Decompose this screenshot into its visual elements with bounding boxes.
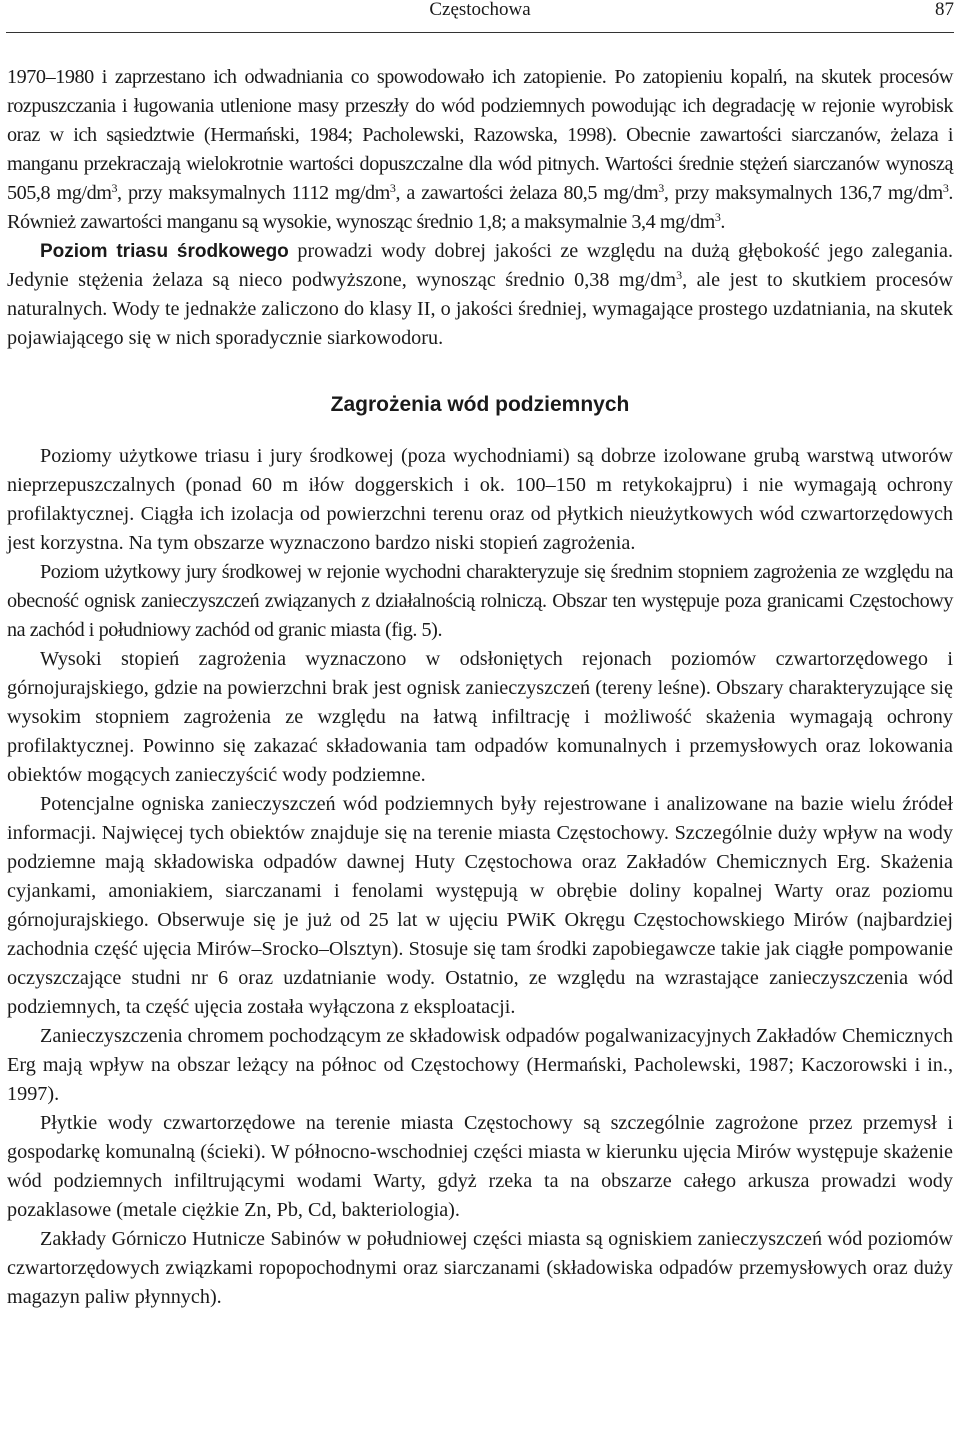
- text-run: , a zawartości żelaza 80,5 mg/dm: [395, 182, 659, 204]
- text-run: 1970–1980 i zaprzestano ich odwadniania co spowodowało ich zatopienie. Po zatopieniu kopalń, na skutek procesów rozpuszczania i ługowania utlenione masy przeszły do wód podziemnych powodując ich degradację w rejonie wyrobisk oraz w ich sąsiedztwie (Hermański, 1984; Pacholewski, Razowska, 1998). Obecnie zawartości siarczanów, żelaza i manganu przekraczają wielokrotnie wartości dopuszczalne dla wód pitnych. Wartości średnie stężeń siarczanów wynoszą 505,8 mg/dm: [7, 66, 953, 204]
- text-run: .: [720, 211, 726, 233]
- superscript: 3: [658, 181, 664, 195]
- page-body: [7, 63, 953, 1312]
- text-run: , ale jest to skutkiem procesów naturalnych. Wody te jednakże zaliczono do klasy II, o jakości średniej, wymagające prostego uzdatniania, na skutek pojawiającego się w nich sporadycznie siarkowodoru.: [7, 269, 953, 349]
- page-number: 87: [935, 0, 954, 20]
- bold-lead-in: Poziom triasu środkowego: [40, 241, 289, 262]
- paragraph: Wysoki stopień zagrożenia wyznaczono w odsłoniętych rejonach poziomów czwartorzędowego i górnojurajskiego, gdzie na powierzchni brak jest ognisk zanieczyszczeń (tereny leśne). Obszary charakteryzujące się wysokim stopniem zagrożenia ze względu na łatwą infiltrację i możliwość skażenia wymagają ochrony profilaktycznej. Powinno się zakazać składowania tam odpadów komunalnych i przemysłowych oraz lokowania obiektów mogących zanieczyścić wody podziemne.: [7, 648, 953, 786]
- text-run: , przy maksymalnych 1112 mg/dm: [117, 182, 390, 204]
- paragraph: Zanieczyszczenia chromem pochodzącym ze składowisk odpadów pogalwanizacyjnych Zakładów Chemicznych Erg mają wpływ na obszar leżący na północ od Częstochowy (Hermański, Pacholewski, 1987; Kaczorowski i in., 1997).: [7, 1025, 953, 1105]
- text-run: . Również zawartości manganu są wysokie, wynosząc średnio 1,8; a maksymalnie 3,4 mg/dm: [7, 182, 953, 233]
- paragraph: Potencjalne ogniska zanieczyszczeń wód podziemnych były rejestrowane i analizowane na bazie wielu źródeł informacji. Najwięcej tych obiektów znajduje się na terenie miasta Częstochowy. Szczególnie duży wpływ na wody podziemne mają składowiska odpadów dawnej Huty Częstochowa oraz Zakładów Chemicznych Erg. Skażenia cyjankami, amoniakiem, siarczanami i fenolami występują w obrębie doliny kopalnej Warty oraz poziomu górnojurajskiego. Obserwuje się je już od 25 lat w ujęciu PWiK Okręgu Częstochowskiego Mirów (najbardziej zachodnia część ujęcia Mirów–Srocko–Olsztyn). Stosuje się tam środki zapobiegawcze takie jak ciągłe pompowanie oczyszczające studni nr 6 oraz uzdatnianie wody. Ostatnio, ze względu na wzrastające zanieczyszczenia wód podziemnych, ta część ujęcia została wyłączona z eksploatacji.: [7, 793, 953, 1018]
- running-title: Częstochowa: [429, 0, 531, 20]
- paragraph: Poziomy użytkowe triasu i jury środkowej (poza wychodniami) są dobrze izolowane grubą warstwą utworów nieprzepuszczalnych (ponad 60 m iłów doggerskich i ok. 100–150 m retykokajpru) i nie wymagają ochrony profilaktycznej. Ciągła ich izolacja od powierzchni terenu oraz od płytkich nieużytkowych wód czwartorzędowych jest korzystna. Na tym obszarze wyznaczono bardzo niski stopień zagrożenia.: [7, 445, 953, 554]
- paragraph: Płytkie wody czwartorzędowe na terenie miasta Częstochowy są szczególnie zagrożone przez przemysł i gospodarkę komunalną (ścieki). W północno-wschodniej części miasta w kierunku ujęcia Mirów występuje skażenie wód podziemnych infiltrującymi wodami Warty, gdyż rzeka ta na obszarze całego arkusza prowadzi wody pozaklasowe (metale ciężkie Zn, Pb, Cd, bakteriologia).: [7, 1112, 953, 1221]
- running-header: [6, 0, 954, 33]
- paragraph: Zakłady Górniczo Hutnicze Sabinów w południowej części miasta są ogniskiem zanieczyszczeń wód poziomów czwartorzędowych związkami ropopochodnymi oraz siarczanami (składowiska odpadów przemysłowych oraz duży magazyn paliw płynnych).: [7, 1228, 953, 1308]
- section-heading: Zagrożenia wód podziemnych: [330, 393, 630, 416]
- superscript: 3: [942, 181, 949, 195]
- superscript: 3: [111, 181, 118, 195]
- paragraph-triassic: [7, 237, 953, 353]
- text-run: prowadzi wody dobrej jakości ze względu na dużą głębokość jego zalegania. Jedynie stężenia żelaza są nieco podwyższone, wynosząc średnio 0,38 mg/dm: [7, 240, 954, 291]
- superscript: 3: [714, 210, 721, 224]
- superscript: 3: [676, 268, 683, 282]
- superscript: 3: [389, 181, 396, 195]
- text-run: , przy maksymalnych 136,7 mg/dm: [663, 182, 943, 204]
- paragraph: Poziom użytkowy jury środkowej w rejonie wychodni charakteryzuje się średnim stopniem zagrożenia ze względu na obecność ognisk zanieczyszczeń związanych z działalnością rolniczą. Obszar ten występuje poza granicami Częstochowy na zachód i południowy zachód od granic miasta (fig. 5).: [7, 561, 953, 641]
- paragraph-continued: [7, 63, 953, 237]
